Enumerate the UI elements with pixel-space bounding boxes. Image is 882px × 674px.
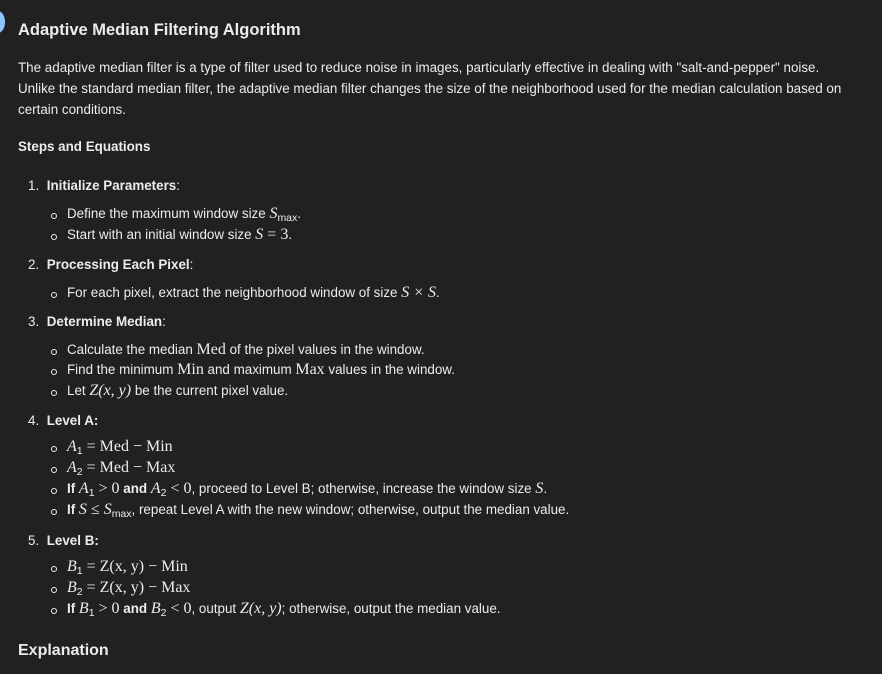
step-4: 4. Level A: [28,413,99,428]
step-2: 2. Processing Each Pixel: [28,257,194,272]
step-5: 5. Level B: [28,533,99,548]
list-item: For each pixel, extract the neighborhood window of size S × S. [51,284,440,302]
avatar-dot [0,11,5,33]
step-3-list [51,341,455,403]
step-5-list [51,558,501,621]
steps-heading: Steps and Equations [18,139,151,154]
page-title: Adaptive Median Filtering Algorithm [18,21,301,39]
list-item: $A_1$ = Med − Min [51,438,569,459]
step-3: 3. Determine Median: [28,314,166,329]
list-item: $B_1 = Z(x$, y) − Min [51,558,501,579]
list-item: Find the minimum Min and maximum Max values in the window. [51,361,455,382]
explanation-heading: Explanation [18,642,109,659]
list-item: Calculate the median Med of the pixel values in the window. [51,341,455,361]
step-4-list [51,438,569,522]
list-item: $B_2 = Z(x$, y) − Max [51,579,501,600]
list-item: Let Z(x, y) be the current pixel value. [51,382,455,403]
intro-paragraph: The adaptive median filter is a type of filter used to reduce noise in images, particularly effective in dealing with "salt-and-pepper" noise. Unlike the standard median filter, the adaptive median filter changes the size of the neighborhood used for the median calculation based on certain conditions. [18,60,842,117]
list-item: Define the maximum window size $S_{max}$. [51,205,301,226]
list-item: If $B_1 > 0$ and $B_2 < 0$, output Z(x, y); otherwise, output the median value. [51,600,501,621]
list-item: $A_2$ = Med − Max [51,459,569,480]
step-1: 1. Initialize Parameters: [28,178,180,193]
step-2-list [51,284,440,302]
list-item: Start with an initial window size S = 3. [51,226,301,247]
list-item: If $S \le S_{max}$, repeat Level A with the new window; otherwise, output the median value. [51,501,569,522]
step-1-list [51,205,301,247]
list-item: If $A_1 > 0$ and $A_2 < 0$, proceed to Level B; otherwise, increase the window size S. [51,480,569,501]
